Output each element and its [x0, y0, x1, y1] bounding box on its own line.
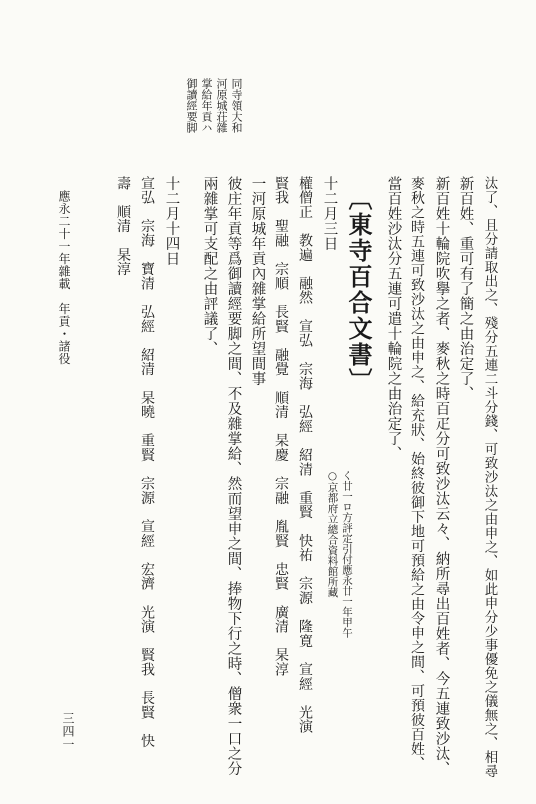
- margin-note: [182, 78, 242, 158]
- margin-note-line: 掌給年貢ハ: [200, 78, 213, 133]
- text-column: 壽 順清 杲淳: [115, 176, 131, 277]
- text-column: 兩雜掌可支配之由評議了、: [201, 176, 218, 356]
- text-column: 十二月十四日: [163, 176, 180, 266]
- text-column: 賢我 聖融 宗順 長賢 融覺 順清 杲慶 宗融 胤賢 忠賢 廣清 杲淳: [273, 176, 289, 677]
- margin-note-line: 河原城荘雜: [215, 78, 228, 133]
- margin-note-line: 同寺領大和: [230, 78, 243, 133]
- running-footer: 應永二十一年雜載 年貢・諸役: [57, 190, 71, 365]
- document-heading: 〔東寺百合文書〕: [344, 186, 373, 394]
- page-number: 三四一: [61, 712, 75, 751]
- text-column: 權僧正 教遍 融然 宣弘 宗海 弘經 紹清 重賢 快祐 宗源 隆寛 宣經 光演: [297, 176, 313, 734]
- text-column: 十二月三日: [321, 176, 338, 251]
- source-note-line: く廿一ロ方評定引付應永廿一年甲午: [341, 470, 353, 638]
- text-column: 汰了、且分請取出之、殘分五連二斗分錢、可致沙汰之由申之、如此申分少事優免之儀無之、相尋: [481, 176, 498, 778]
- text-column: 彼庄年貢等爲御讀經要脚之間、不及雜掌給、然而望申之間、捧物下行之時、僧衆一口之分: [225, 176, 242, 776]
- text-column: 新百姓、重可有了簡之由治定了、: [457, 176, 474, 401]
- text-column: 宣弘 宗海 寶清 弘經 紹清 杲曉 重賢 宗源 宣經 宏濟 光演 賢我 長賢 快: [139, 176, 155, 748]
- text-column: 當百姓沙汰分五連可遣十輪院之由治定了、: [385, 176, 402, 461]
- source-note-line: ○京都府立總合資料館所藏: [326, 470, 339, 598]
- source-note: [312, 470, 352, 800]
- margin-note-line: 御讀經要脚: [185, 78, 198, 133]
- text-column: 一河原城年貢內雜掌給所望間事: [249, 176, 266, 386]
- text-column: 新百姓十輪院吹擧之者、麥秋之時百疋分可致沙汰云々、納所尋出百姓者、今五連致沙汰、: [433, 176, 450, 776]
- text-column: 麥秋之時五連可致沙汰之由申之、給充狀、始終彼御下地可預給之由令申之間、可預彼百姓、: [409, 176, 425, 771]
